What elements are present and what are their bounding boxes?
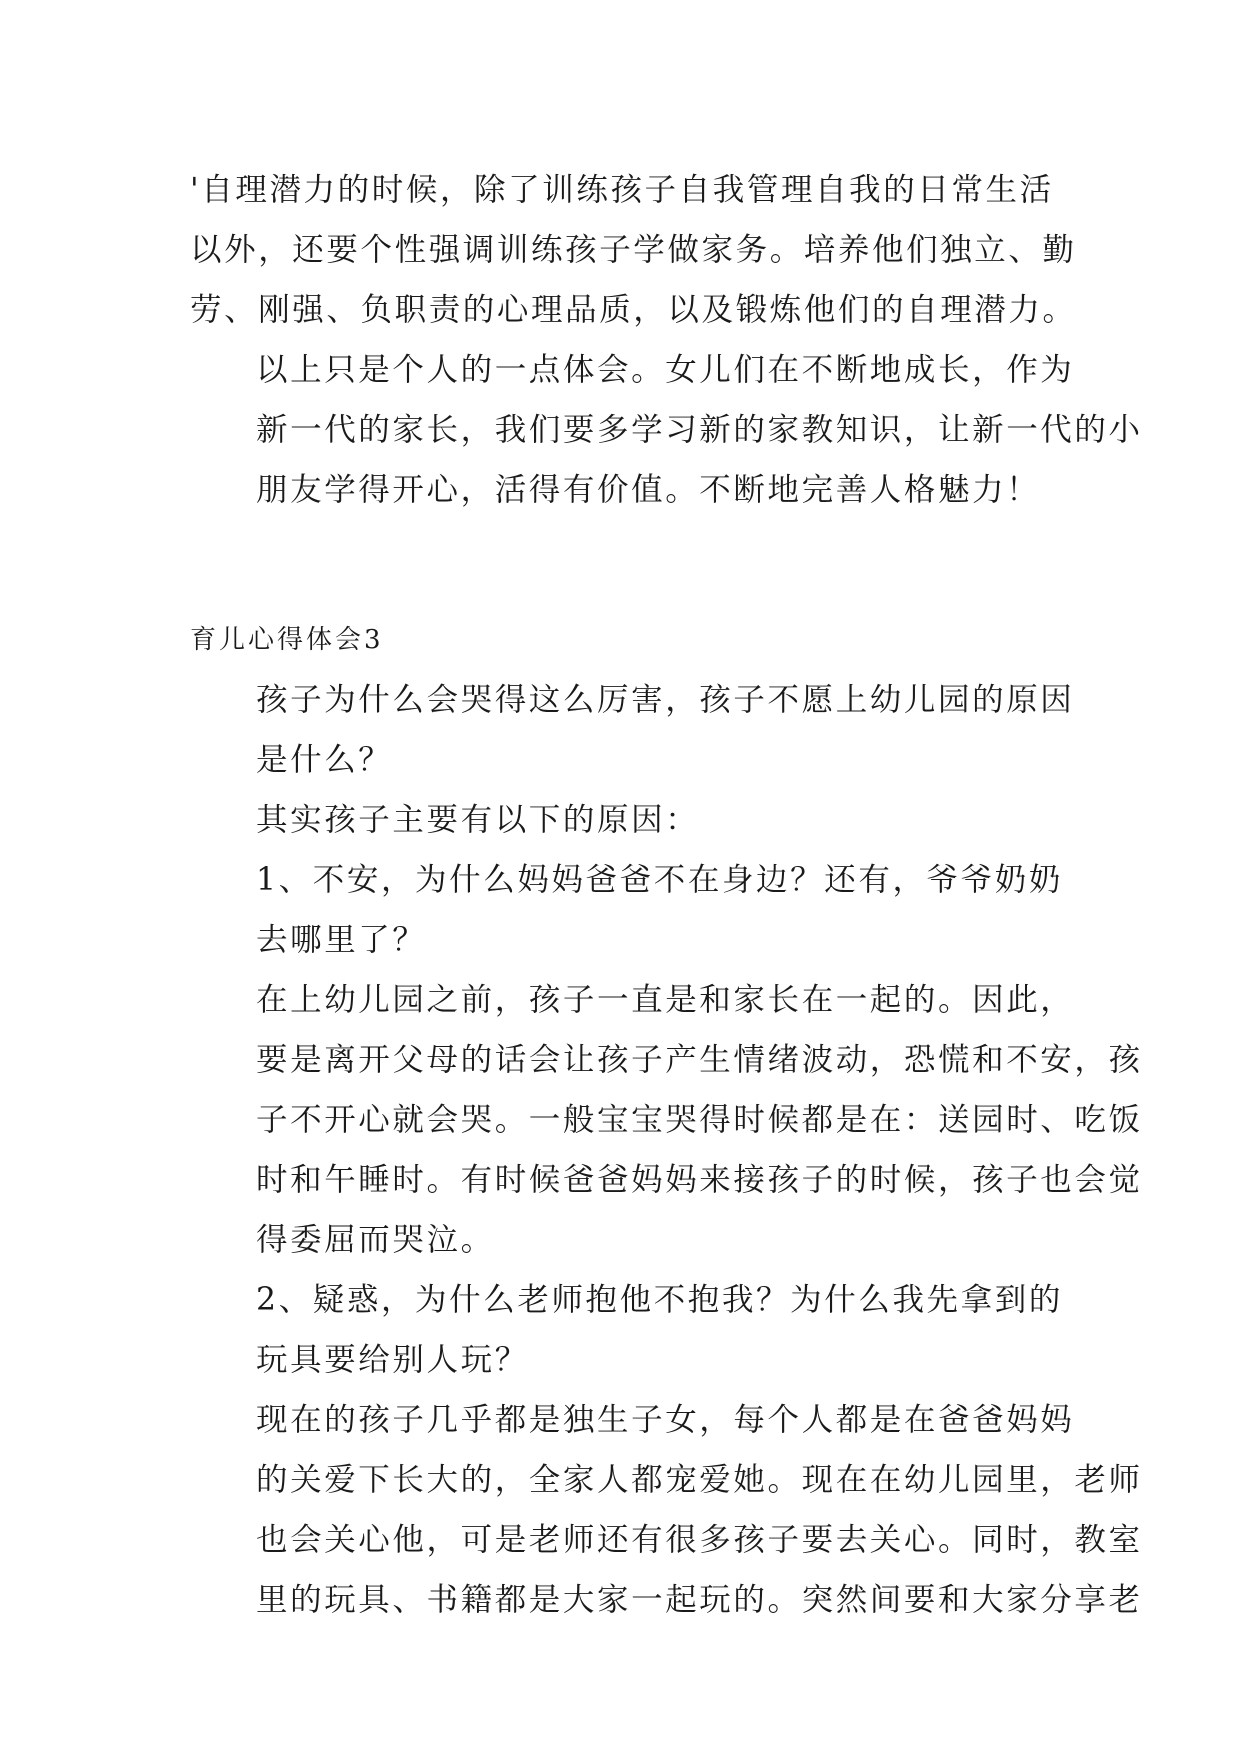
text-line: 孩子为什么会哭得这么厉害，孩子不愿上幼儿园的原因 xyxy=(256,682,1075,718)
paragraph xyxy=(190,340,1143,520)
text-line: 1、不安，为什么妈妈爸爸不在身边？还有，爷爷奶奶 xyxy=(256,862,1063,898)
text-line: 现在的孩子几乎都是独生子女，每个人都是在爸爸妈妈 xyxy=(256,1402,1075,1438)
paragraph xyxy=(190,1390,1143,1630)
paragraph xyxy=(190,970,1143,1270)
paragraph xyxy=(190,160,1077,340)
text-line: 要是离开父母的话会让孩子产生情绪波动，恐慌和不安，孩 xyxy=(256,1042,1143,1078)
text-line: 去哪里了？ xyxy=(256,922,427,958)
text-line: 也会关心他，可是老师还有很多孩子要去关心。同时，教室 xyxy=(256,1522,1143,1558)
text-line: 里的玩具、书籍都是大家一起玩的。突然间要和大家分享老 xyxy=(256,1582,1143,1618)
text-line: 朋友学得开心，活得有价值。不断地完善人格魅力！ xyxy=(256,472,1041,508)
text-line: 时和午睡时。有时候爸爸妈妈来接孩子的时候，孩子也会觉 xyxy=(256,1162,1143,1198)
paragraph xyxy=(190,1270,1070,1390)
text-line: 其实孩子主要有以下的原因： xyxy=(256,802,700,838)
text-line: 以上只是个人的一点体会。女儿们在不断地成长，作为 xyxy=(256,352,1075,388)
text-line: 玩具要给别人玩？ xyxy=(256,1342,529,1378)
paragraph xyxy=(190,850,1070,970)
text-line: 是什么？ xyxy=(256,742,393,778)
text-line: 以外，还要个性强调训练孩子学做家务。培养他们独立、勤 xyxy=(190,232,1077,268)
text-line: 新一代的家长，我们要多学习新的家教知识，让新一代的小 xyxy=(256,412,1143,448)
paragraph xyxy=(190,790,1070,850)
text-line: '自理潜力的时候，除了训练孩子自我管理自我的日常生活 xyxy=(190,172,1054,208)
text-line: 的关爱下长大的，全家人都宠爱她。现在在幼儿园里，老师 xyxy=(256,1462,1143,1498)
text-line: 在上幼儿园之前，孩子一直是和家长在一起的。因此， xyxy=(256,982,1075,1018)
top-paragraphs xyxy=(190,160,1143,520)
text-line: 得委屈而哭泣。 xyxy=(256,1222,495,1258)
text-line: 劳、刚强、负职责的心理品质，以及锻炼他们的自理潜力。 xyxy=(190,292,1077,328)
bottom-paragraphs xyxy=(190,670,1143,1630)
section-title: 育儿心得体会3 xyxy=(190,625,384,655)
text-line: 2、疑惑，为什么老师抱他不抱我？为什么我先拿到的 xyxy=(256,1282,1063,1318)
document-page xyxy=(190,160,1143,1630)
text-line: 子不开心就会哭。一般宝宝哭得时候都是在：送园时、吃饭 xyxy=(256,1102,1143,1138)
paragraph xyxy=(190,670,1075,790)
